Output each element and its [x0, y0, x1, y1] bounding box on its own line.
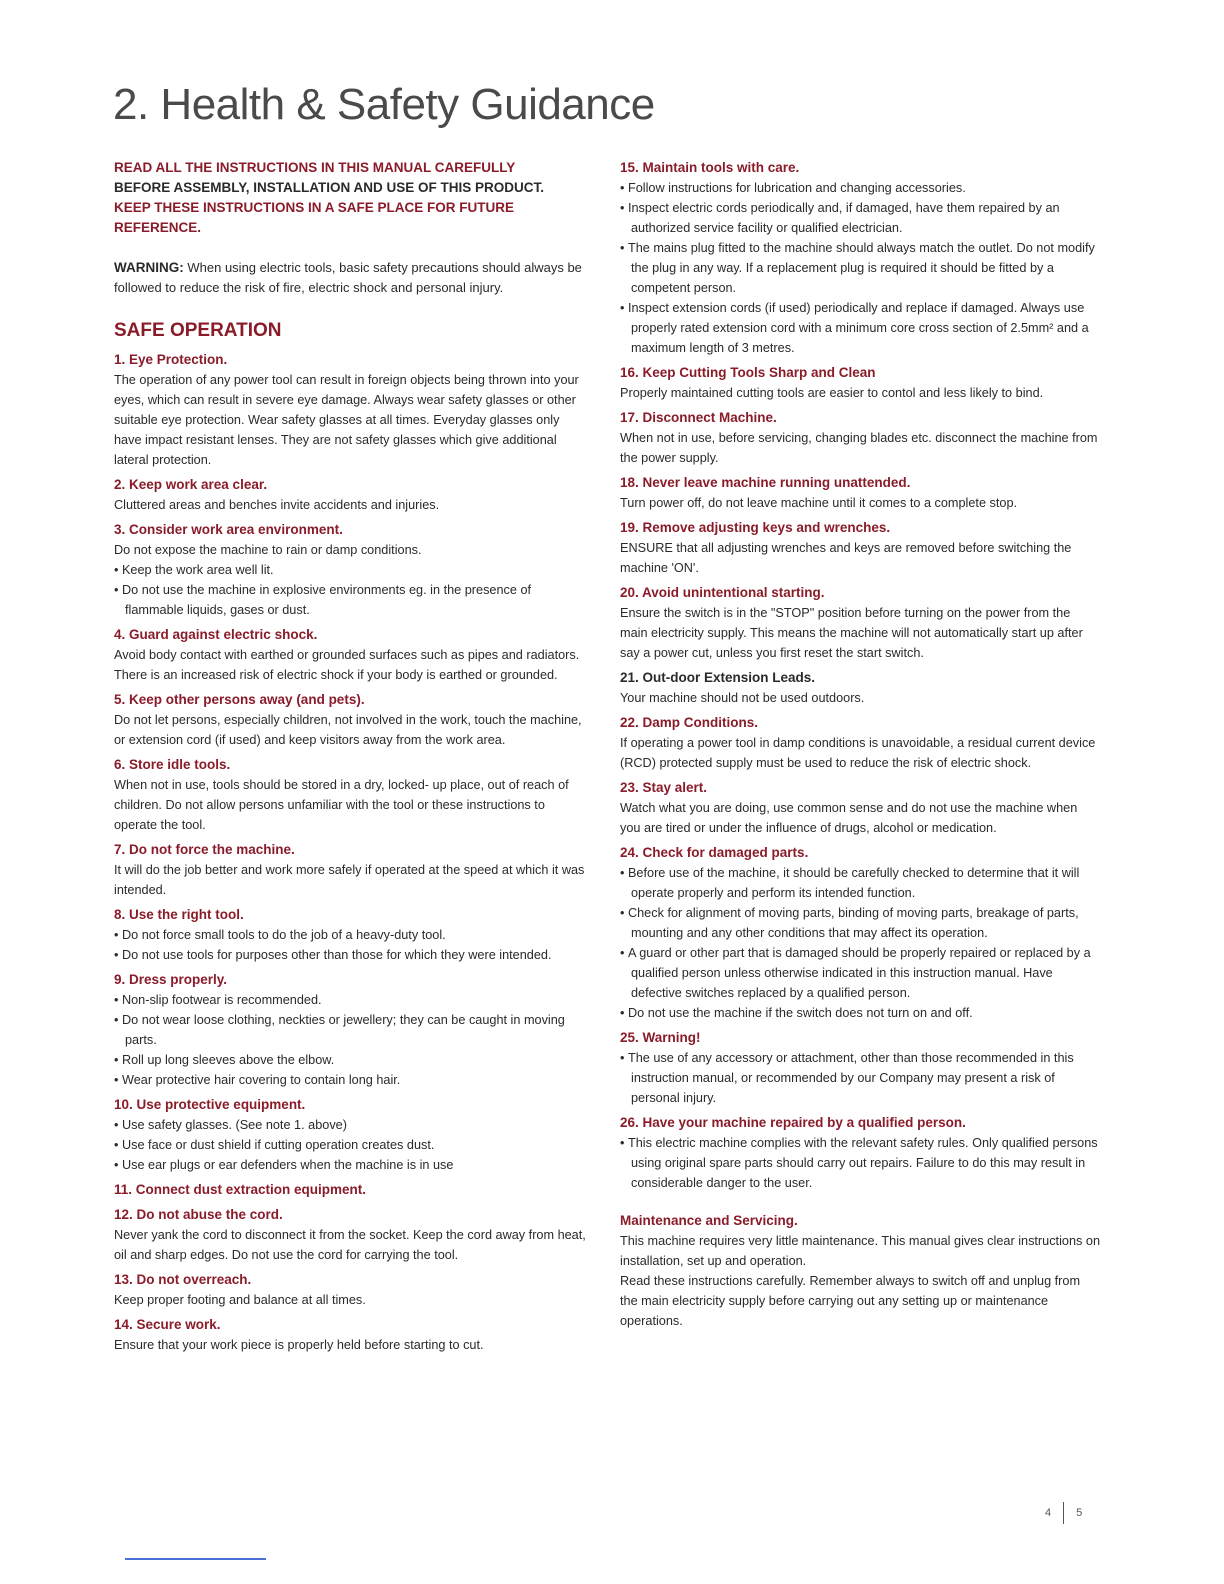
item-text: Do not let persons, especially children, not involved in the work, touch the machine, or extension cord (if used) and keep visitors away from the work area.: [114, 713, 582, 747]
maintenance-text-2: Read these instructions carefully. Remember always to switch off and unplug from the main electricity supply before carrying out any setting up or maintenance operations.: [620, 1274, 1081, 1328]
safety-item: [114, 625, 589, 685]
safety-item: [620, 713, 1100, 773]
safety-item: [620, 363, 1100, 403]
safety-item: [114, 350, 589, 470]
left-items-list: [114, 350, 589, 1355]
safety-item: [114, 840, 589, 900]
bullet-point: • Follow instructions for lubrication and changing accessories.: [620, 178, 1100, 198]
bullet-point: • A guard or other part that is damaged should be properly repaired or replaced by a qualified person unless otherwise indicated in this instruction manual. Have defective switches replaced by a qualified person.: [620, 943, 1100, 1003]
bullet-point: • The use of any accessory or attachment, other than those recommended in this instruction manual, or recommended by our Company may present a risk of personal injury.: [620, 1048, 1100, 1108]
bullet-point: • Do not force small tools to do the job of a heavy-duty tool.: [114, 925, 589, 945]
item-bullets: [620, 1048, 1100, 1108]
safety-item: [620, 1028, 1100, 1108]
item-text: Avoid body contact with earthed or grounded surfaces such as pipes and radiators. There is an increased risk of electric shock if your body is earthed or grounded.: [114, 648, 580, 682]
item-heading: 14. Secure work.: [114, 1317, 221, 1332]
bullet-point: • Do not use the machine if the switch does not turn on and off.: [620, 1003, 1100, 1023]
item-text: Never yank the cord to disconnect it from the socket. Keep the cord away from heat, oil and sharp edges. Do not use the cord for carrying the tool.: [114, 1228, 586, 1262]
item-bullets: [114, 990, 589, 1090]
bullet-point: • Do not use the machine in explosive environments eg. in the presence of flammable liquids, gases or dust.: [114, 580, 589, 620]
warning-label: WARNING:: [114, 260, 184, 275]
item-heading: 6. Store idle tools.: [114, 757, 231, 772]
item-heading: 12. Do not abuse the cord.: [114, 1207, 283, 1222]
safety-item: [114, 690, 589, 750]
page-title: 2. Health & Safety Guidance: [113, 80, 655, 129]
item-text: If operating a power tool in damp conditions is unavoidable, a residual current device (RCD) protected supply must be used to reduce the risk of electric shock.: [620, 736, 1096, 770]
item-text: Your machine should not be used outdoors.: [620, 691, 865, 705]
safety-item: [114, 1205, 589, 1265]
item-heading: 2. Keep work area clear.: [114, 477, 268, 492]
page-number-left: 4: [1045, 1506, 1052, 1519]
bullet-point: • Before use of the machine, it should be carefully checked to determine that it will operate properly and perform its intended function.: [620, 863, 1100, 903]
maintenance-block: [620, 1211, 1100, 1331]
item-heading: 5. Keep other persons away (and pets).: [114, 692, 365, 707]
right-items-list: [620, 158, 1100, 1193]
warning-text: When using electric tools, basic safety precautions should always be followed to reduce the risk of fire, electric shock and personal injury.: [114, 260, 582, 295]
item-heading: 20. Avoid unintentional starting.: [620, 585, 825, 600]
item-text: Ensure that your work piece is properly held before starting to cut.: [114, 1338, 484, 1352]
item-heading: 21. Out-door Extension Leads.: [620, 670, 816, 685]
item-bullets: [114, 560, 589, 620]
safety-item: [620, 843, 1100, 1023]
item-text: Turn power off, do not leave machine until it comes to a complete stop.: [620, 496, 1018, 510]
item-heading: 15. Maintain tools with care.: [620, 160, 800, 175]
item-text: When not in use, before servicing, changing blades etc. disconnect the machine from the power supply.: [620, 431, 1098, 465]
maintenance-heading: Maintenance and Servicing.: [620, 1213, 798, 1228]
item-bullets: [114, 1115, 589, 1175]
warning-paragraph: [114, 258, 589, 298]
item-heading: 8. Use the right tool.: [114, 907, 244, 922]
safety-item: [114, 1095, 589, 1175]
item-text: Keep proper footing and balance at all times.: [114, 1293, 366, 1307]
bullet-point: • Do not use tools for purposes other than those for which they were intended.: [114, 945, 589, 965]
bullet-point: • Wear protective hair covering to contain long hair.: [114, 1070, 589, 1090]
bullet-point: • Inspect extension cords (if used) periodically and replace if damaged. Always use properly rated extension cord with a minimum core cross section of 2.5mm² and a maximum length of 3 metres.: [620, 298, 1100, 358]
page-numbers: [1045, 1502, 1082, 1524]
maintenance-text-1: This machine requires very little maintenance. This manual gives clear instructions on installation, set up and operation.: [620, 1234, 1100, 1268]
item-heading: 26. Have your machine repaired by a qualified person.: [620, 1115, 966, 1130]
item-text: Properly maintained cutting tools are easier to contol and less likely to bind.: [620, 386, 1044, 400]
safety-item: [114, 1315, 589, 1355]
intro-line-2: BEFORE ASSEMBLY, INSTALLATION AND USE OF THIS PRODUCT.: [114, 180, 545, 195]
item-text: Do not expose the machine to rain or damp conditions.: [114, 543, 422, 557]
section-title: SAFE OPERATION: [114, 320, 282, 341]
item-heading: 16. Keep Cutting Tools Sharp and Clean: [620, 365, 876, 380]
page-divider: [1063, 1502, 1064, 1524]
item-heading: 9. Dress properly.: [114, 972, 228, 987]
safety-item: [114, 1270, 589, 1310]
item-heading: 11. Connect dust extraction equipment.: [114, 1182, 367, 1197]
item-heading: 4. Guard against electric shock.: [114, 627, 318, 642]
item-heading: 7. Do not force the machine.: [114, 842, 295, 857]
bullet-point: • This electric machine complies with the relevant safety rules. Only qualified persons using original spare parts should carry out repairs. Failure to do this may result in considerable danger to the user.: [620, 1133, 1100, 1193]
left-column: [114, 158, 589, 1360]
bullet-point: • Use safety glasses. (See note 1. above): [114, 1115, 589, 1135]
safety-item: [620, 518, 1100, 578]
bullet-point: • Use ear plugs or ear defenders when the machine is in use: [114, 1155, 589, 1175]
item-heading: 18. Never leave machine running unattended.: [620, 475, 911, 490]
safety-item: [114, 905, 589, 965]
intro-line-3: KEEP THESE INSTRUCTIONS IN A SAFE PLACE FOR FUTURE REFERENCE.: [114, 200, 515, 235]
bullet-point: • Inspect electric cords periodically and, if damaged, have them repaired by an authorized service facility or qualified electrician.: [620, 198, 1100, 238]
safety-item: [114, 970, 589, 1090]
item-text: The operation of any power tool can result in foreign objects being thrown into your eyes, which can result in severe eye damage. Always wear safety glasses or other suitable eye protection. Wear safety glasses at all times. Everyday glasses only have impact resistant lenses. They are not safety glasses which give additional lateral protection.: [114, 373, 579, 467]
item-text: Ensure the switch is in the "STOP" position before turning on the power from the main electricity supply. This means the machine will not automatically start up after say a power cut, unless you first reset the start switch.: [620, 606, 1083, 660]
footer-rule: [125, 1558, 266, 1560]
bullet-point: • Use face or dust shield if cutting operation creates dust.: [114, 1135, 589, 1155]
safety-item: [620, 408, 1100, 468]
intro-line-1: READ ALL THE INSTRUCTIONS IN THIS MANUAL CAREFULLY: [114, 160, 516, 175]
intro-notice: [114, 158, 589, 238]
safety-item: [620, 778, 1100, 838]
bullet-point: • The mains plug fitted to the machine should always match the outlet. Do not modify the plug in any way. If a replacement plug is required it should be fitted by a competent person.: [620, 238, 1100, 298]
safety-item: [620, 668, 1100, 708]
item-bullets: [620, 1133, 1100, 1193]
item-heading: 22. Damp Conditions.: [620, 715, 759, 730]
bullet-point: • Keep the work area well lit.: [114, 560, 589, 580]
safety-item: [114, 1180, 589, 1200]
item-text: Cluttered areas and benches invite accidents and injuries.: [114, 498, 440, 512]
item-bullets: [620, 178, 1100, 358]
item-heading: 3. Consider work area environment.: [114, 522, 343, 537]
safety-item: [620, 473, 1100, 513]
safety-item: [620, 1113, 1100, 1193]
bullet-point: • Do not wear loose clothing, neckties or jewellery; they can be caught in moving parts.: [114, 1010, 589, 1050]
bullet-point: • Check for alignment of moving parts, binding of moving parts, breakage of parts, mounting and any other conditions that may affect its operation.: [620, 903, 1100, 943]
item-text: ENSURE that all adjusting wrenches and keys are removed before switching the machine 'ON'.: [620, 541, 1072, 575]
safety-item: [620, 583, 1100, 663]
item-heading: 13. Do not overreach.: [114, 1272, 252, 1287]
item-heading: 1. Eye Protection.: [114, 352, 228, 367]
item-heading: 19. Remove adjusting keys and wrenches.: [620, 520, 891, 535]
page-number-right: 5: [1076, 1506, 1083, 1519]
item-text: It will do the job better and work more safely if operated at the speed at which it was intended.: [114, 863, 585, 897]
item-heading: 23. Stay alert.: [620, 780, 708, 795]
item-bullets: [620, 863, 1100, 1023]
bullet-point: • Roll up long sleeves above the elbow.: [114, 1050, 589, 1070]
right-column: [620, 158, 1100, 1336]
item-text: Watch what you are doing, use common sense and do not use the machine when you are tired or under the influence of drugs, alcohol or medication.: [620, 801, 1078, 835]
safety-item: [620, 158, 1100, 358]
item-heading: 10. Use protective equipment.: [114, 1097, 306, 1112]
item-bullets: [114, 925, 589, 965]
bullet-point: • Non-slip footwear is recommended.: [114, 990, 589, 1010]
item-text: When not in use, tools should be stored in a dry, locked- up place, out of reach of children. Do not allow persons unfamiliar with the tool or these instructions to operate the tool.: [114, 778, 569, 832]
item-heading: 25. Warning!: [620, 1030, 701, 1045]
item-heading: 24. Check for damaged parts.: [620, 845, 809, 860]
safety-item: [114, 755, 589, 835]
safety-item: [114, 520, 589, 620]
item-heading: 17. Disconnect Machine.: [620, 410, 777, 425]
safety-item: [114, 475, 589, 515]
